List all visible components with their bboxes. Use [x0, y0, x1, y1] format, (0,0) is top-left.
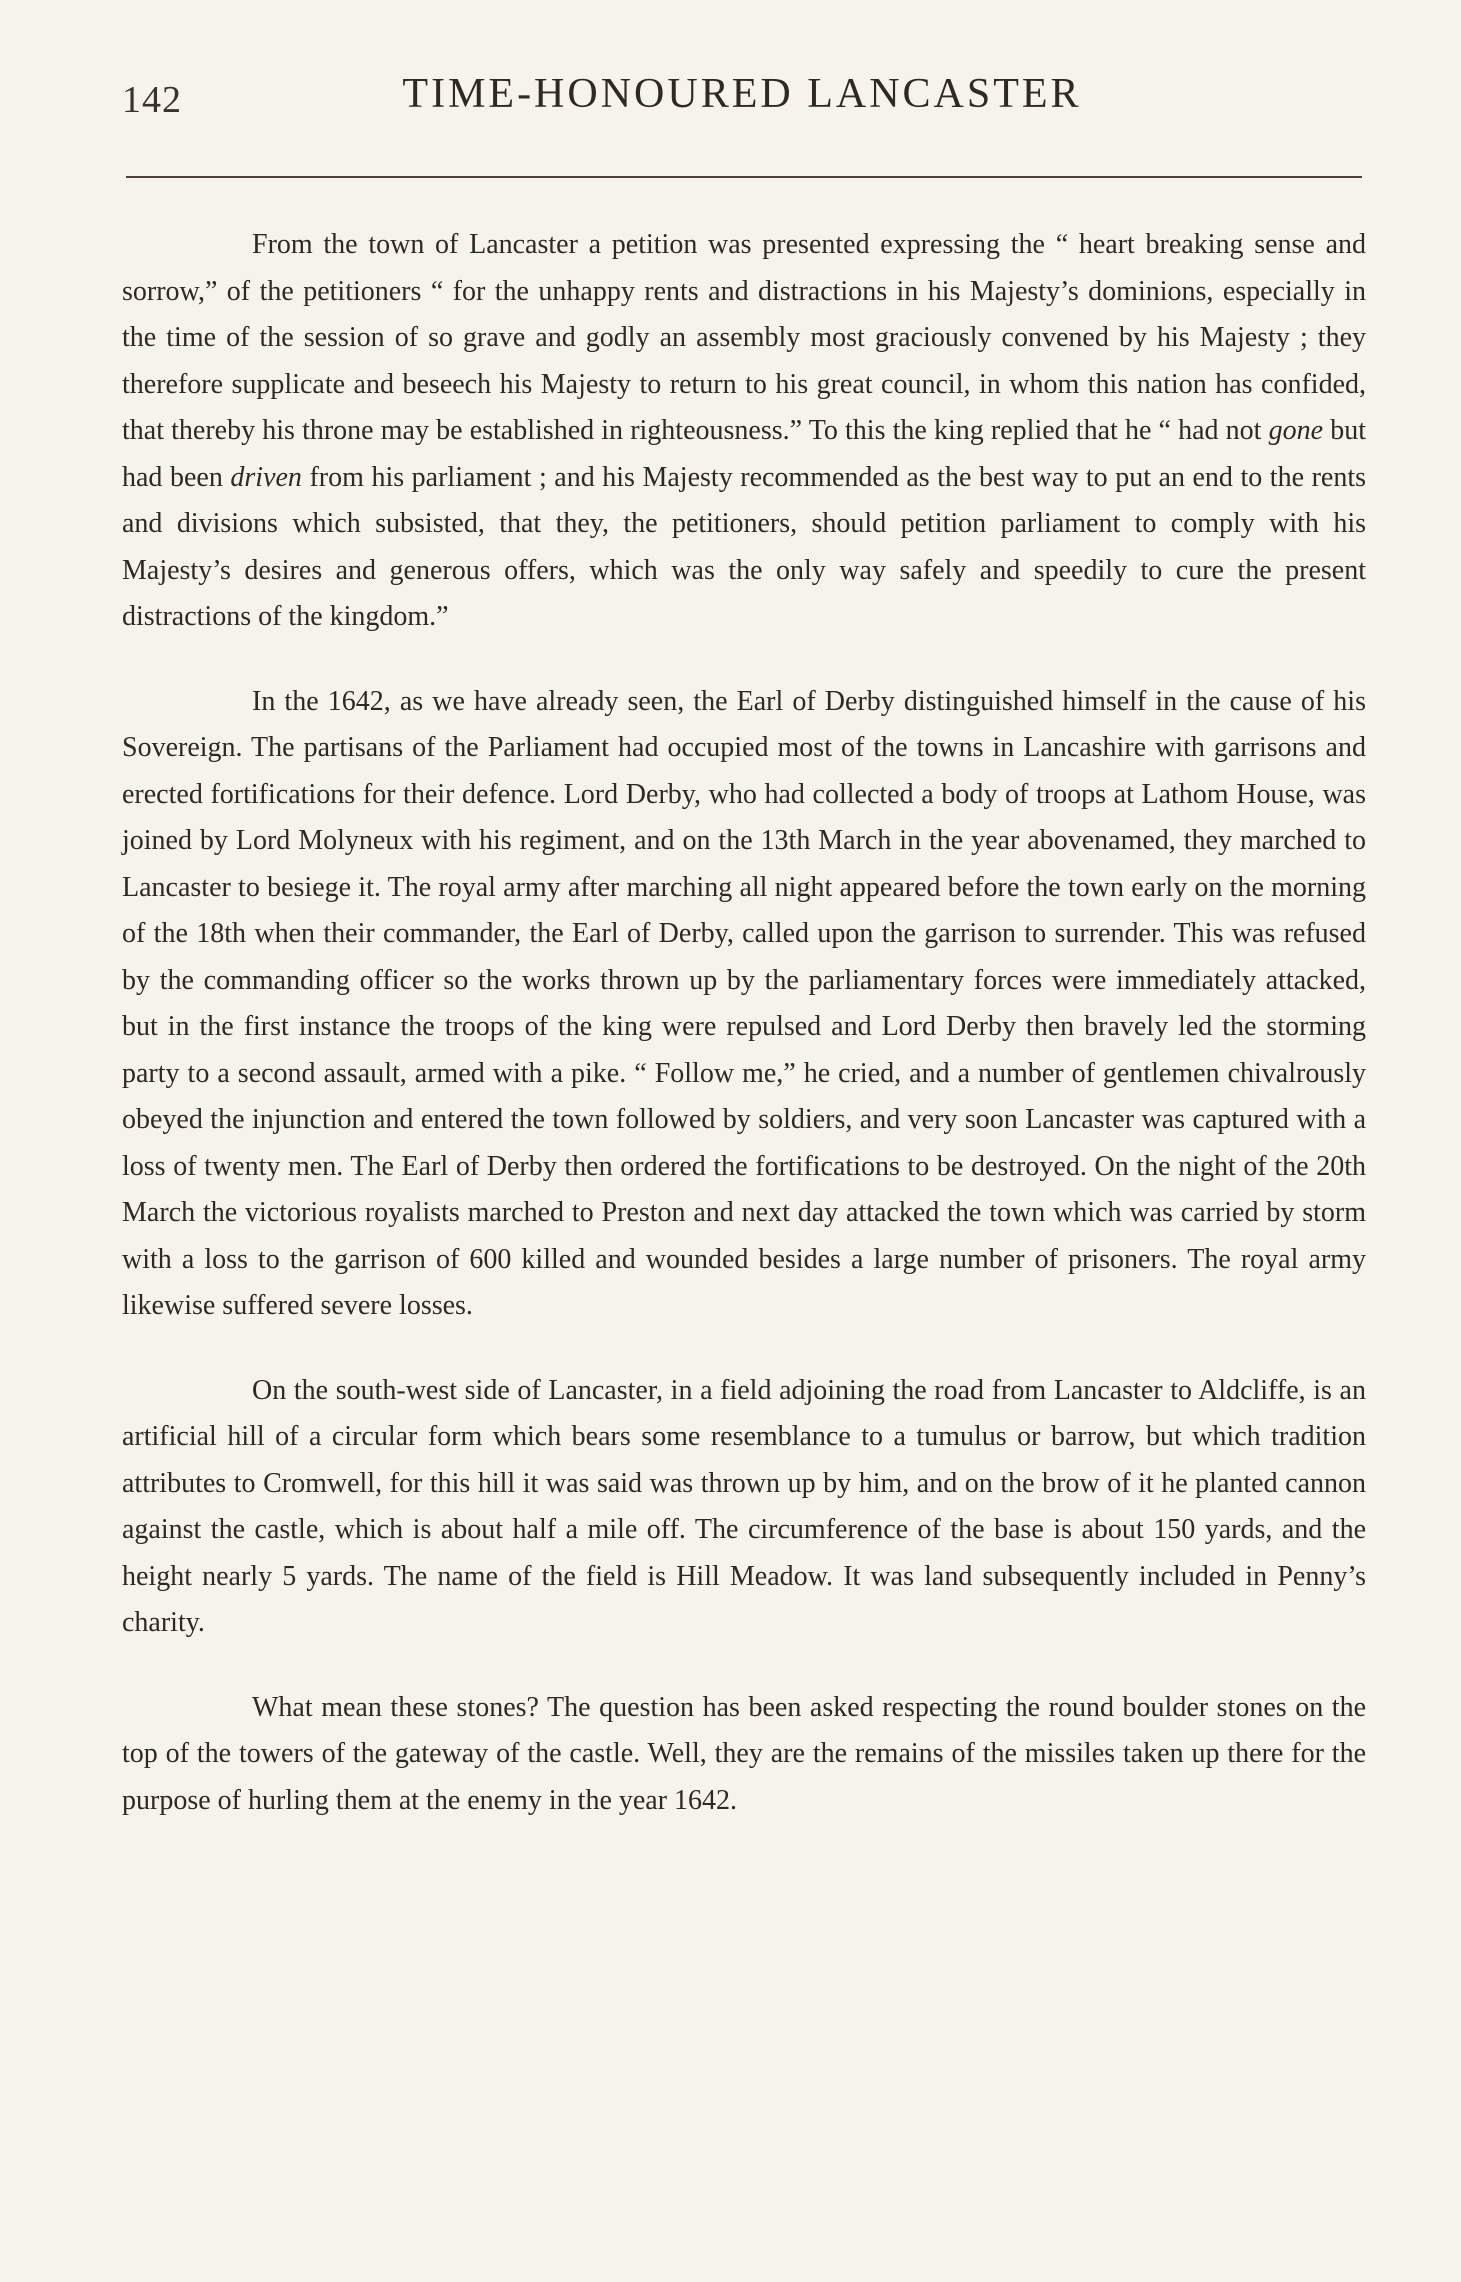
paragraph-petition-text-b: but had been	[122, 415, 1366, 493]
paragraph-petition-text-a: From the town of Lancaster a petition was presented expressing the “ heart breaking sense and sorrow,” of the petitioners “ for the unhappy rents and distractions in his Majesty’s dominions, especially in the time of the session of so grave and godly an assembly most graciously convened by his Majesty ; they therefore supplicate and beseech his Majesty to return to his great council, in whom this nation has confided, that thereby his throne may be established in righteousness.” To this the king replied that he “ had not	[122, 229, 1366, 446]
italic-word-driven: driven	[230, 461, 302, 493]
paragraph-stones: What mean these stones? The question has been asked respecting the round boulder stones on the top of the towers of the gateway of the castle. Well, they are the remains of the missiles taken up there for the purpose of hurling them at the enemy in the year 1642.	[122, 1691, 1366, 1816]
page-header	[122, 70, 1362, 130]
header-rule	[126, 176, 1362, 178]
paragraph-petition	[122, 222, 1366, 641]
body-text	[122, 222, 1366, 1824]
italic-word-gone: gone	[1268, 415, 1324, 446]
page-number: 142	[122, 79, 182, 121]
paragraph-petition-text-c: from his parliament ; and his Majesty recommended as the best way to put an end to the rents and divisions which subsisted, that they, the petitioners, should petition parliament to comply with his Majesty’s desires and generous offers, which was the only way safely and speedily to cure the present distractions of the kingdom.”	[122, 461, 1366, 632]
paragraph-hill: On the south-west side of Lancaster, in a field adjoining the road from Lancaster to Aldcliffe, is an artificial hill of a circular form which bears some resemblance to a tumulus or barrow, but which tradition attributes to Cromwell, for this hill it was said was thrown up by him, and on the brow of it he planted cannon against the castle, which is about half a mile off. The circumference of the base is about 150 yards, and the height nearly 5 yards. The name of the field is Hill Meadow. It was land subsequently included in Penny’s charity.	[122, 1374, 1366, 1638]
running-title: TIME-HONOURED LANCASTER	[402, 71, 1082, 117]
paragraph-siege: In the 1642, as we have already seen, the Earl of Derby distinguished himself in the cause of his Sovereign. The partisans of the Parliament had occupied most of the towns in Lancashire with garrisons and erected fortifications for their defence. Lord Derby, who had collected a body of troops at Lathom House, was joined by Lord Molyneux with his regiment, and on the 13th March in the year abovenamed, they marched to Lancaster to besiege it. The royal army after marching all night appeared before the town early on the morning of the 18th when their commander, the Earl of Derby, called upon the garrison to surrender. This was refused by the commanding officer so the works thrown up by the parliamentary forces were immediately attacked, but in the first instance the troops of the king were repulsed and Lord Derby then bravely led the storming party to a second assault, armed with a pike. “ Follow me,” he cried, and a number of gentlemen chivalrously obeyed the injunction and entered the town followed by soldiers, and very soon Lancaster was captured with a loss of twenty men. The Earl of Derby then ordered the fortifications to be destroyed. On the night of the 20th March the victorious royalists marched to Preston and next day attacked the town which was carried by storm with a loss to the garrison of 600 killed and wounded besides a large number of prisoners. The royal army likewise suffered severe losses.	[122, 685, 1366, 1321]
